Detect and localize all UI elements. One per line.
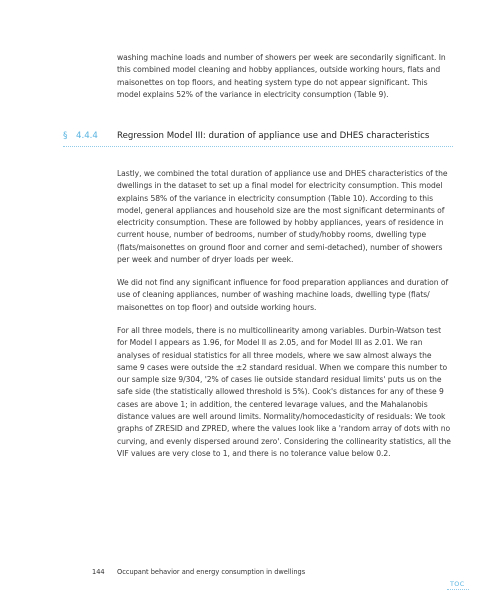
intro-paragraph: washing machine loads and number of showers per week are secondarily significant. In this combined model cleaning and hobby appliances, outside working hours, flats and maisonettes on top floors, and heating system type do not appear significant. This model explains 52% of the variance in electricity consumption (Table 9).	[117, 53, 446, 99]
section-symbol: §	[63, 131, 68, 141]
body-paragraph-1: Lastly, we combined the total duration of appliance use and DHES characteristics of the dwellings in the dataset to set up a final model for electricity consumption. This model explains 58% of the variance in electricity consumption (Table 10). According to this model, general appliances and household size are the most significant determinants of electricity consumption. These are followed by hobby appliances, years of residence in current house, number of bedrooms, number of study/hobby rooms, dwelling type (flats/maisonettes on ground floor and corner and semi-detached), number of showers per week and number of dryer loads per week.	[117, 169, 448, 265]
section-title: Regression Model III: duration of appliance use and DHES characteristics	[117, 131, 430, 141]
section-number: 4.4.4	[76, 131, 98, 141]
body-paragraph-3: For all three models, there is no multicollinearity among variables. Durbin-Watson test for Model I appears as 1.96, for Model II as 2.05, and for Model III as 2.01. We ran analyses of residual statistics for all three models, where we saw almost always the same 9 cases were outside the ±2 standard residual. When we compare this number to our sample size 9/304, '2% of cases lie outside standard residual limits' puts us on the safe side (the statistically allowed threshold is 5%). Cook's distances for any of these 9 cases are above 1; in addition, the centered levarage values, and the Mahalanobis distance values are well around limits. Normality/homocedasticity of residuals: We took graphs of ZRESID and ZPRED, where the values look like a 'random array of dots with no curving, and evenly dispersed around zero'. Considering the collinearity statistics, all the VIF values are very close to 1, and there is no tolerance value below 0.2.	[117, 326, 451, 458]
section-heading	[63, 127, 453, 147]
toc-divider	[447, 589, 469, 590]
body-paragraph-2: We did not find any significant influence for food preparation appliances and duration of use of cleaning appliances, number of washing machine loads, dwelling type (flats/ maisonettes on top floor) and outside working hours.	[117, 278, 449, 312]
running-footer-title: Occupant behavior and energy consumption in dwellings	[117, 568, 306, 576]
page-number: 144	[92, 568, 105, 576]
toc-link[interactable]: TOC	[450, 580, 465, 588]
section-divider	[63, 146, 453, 147]
